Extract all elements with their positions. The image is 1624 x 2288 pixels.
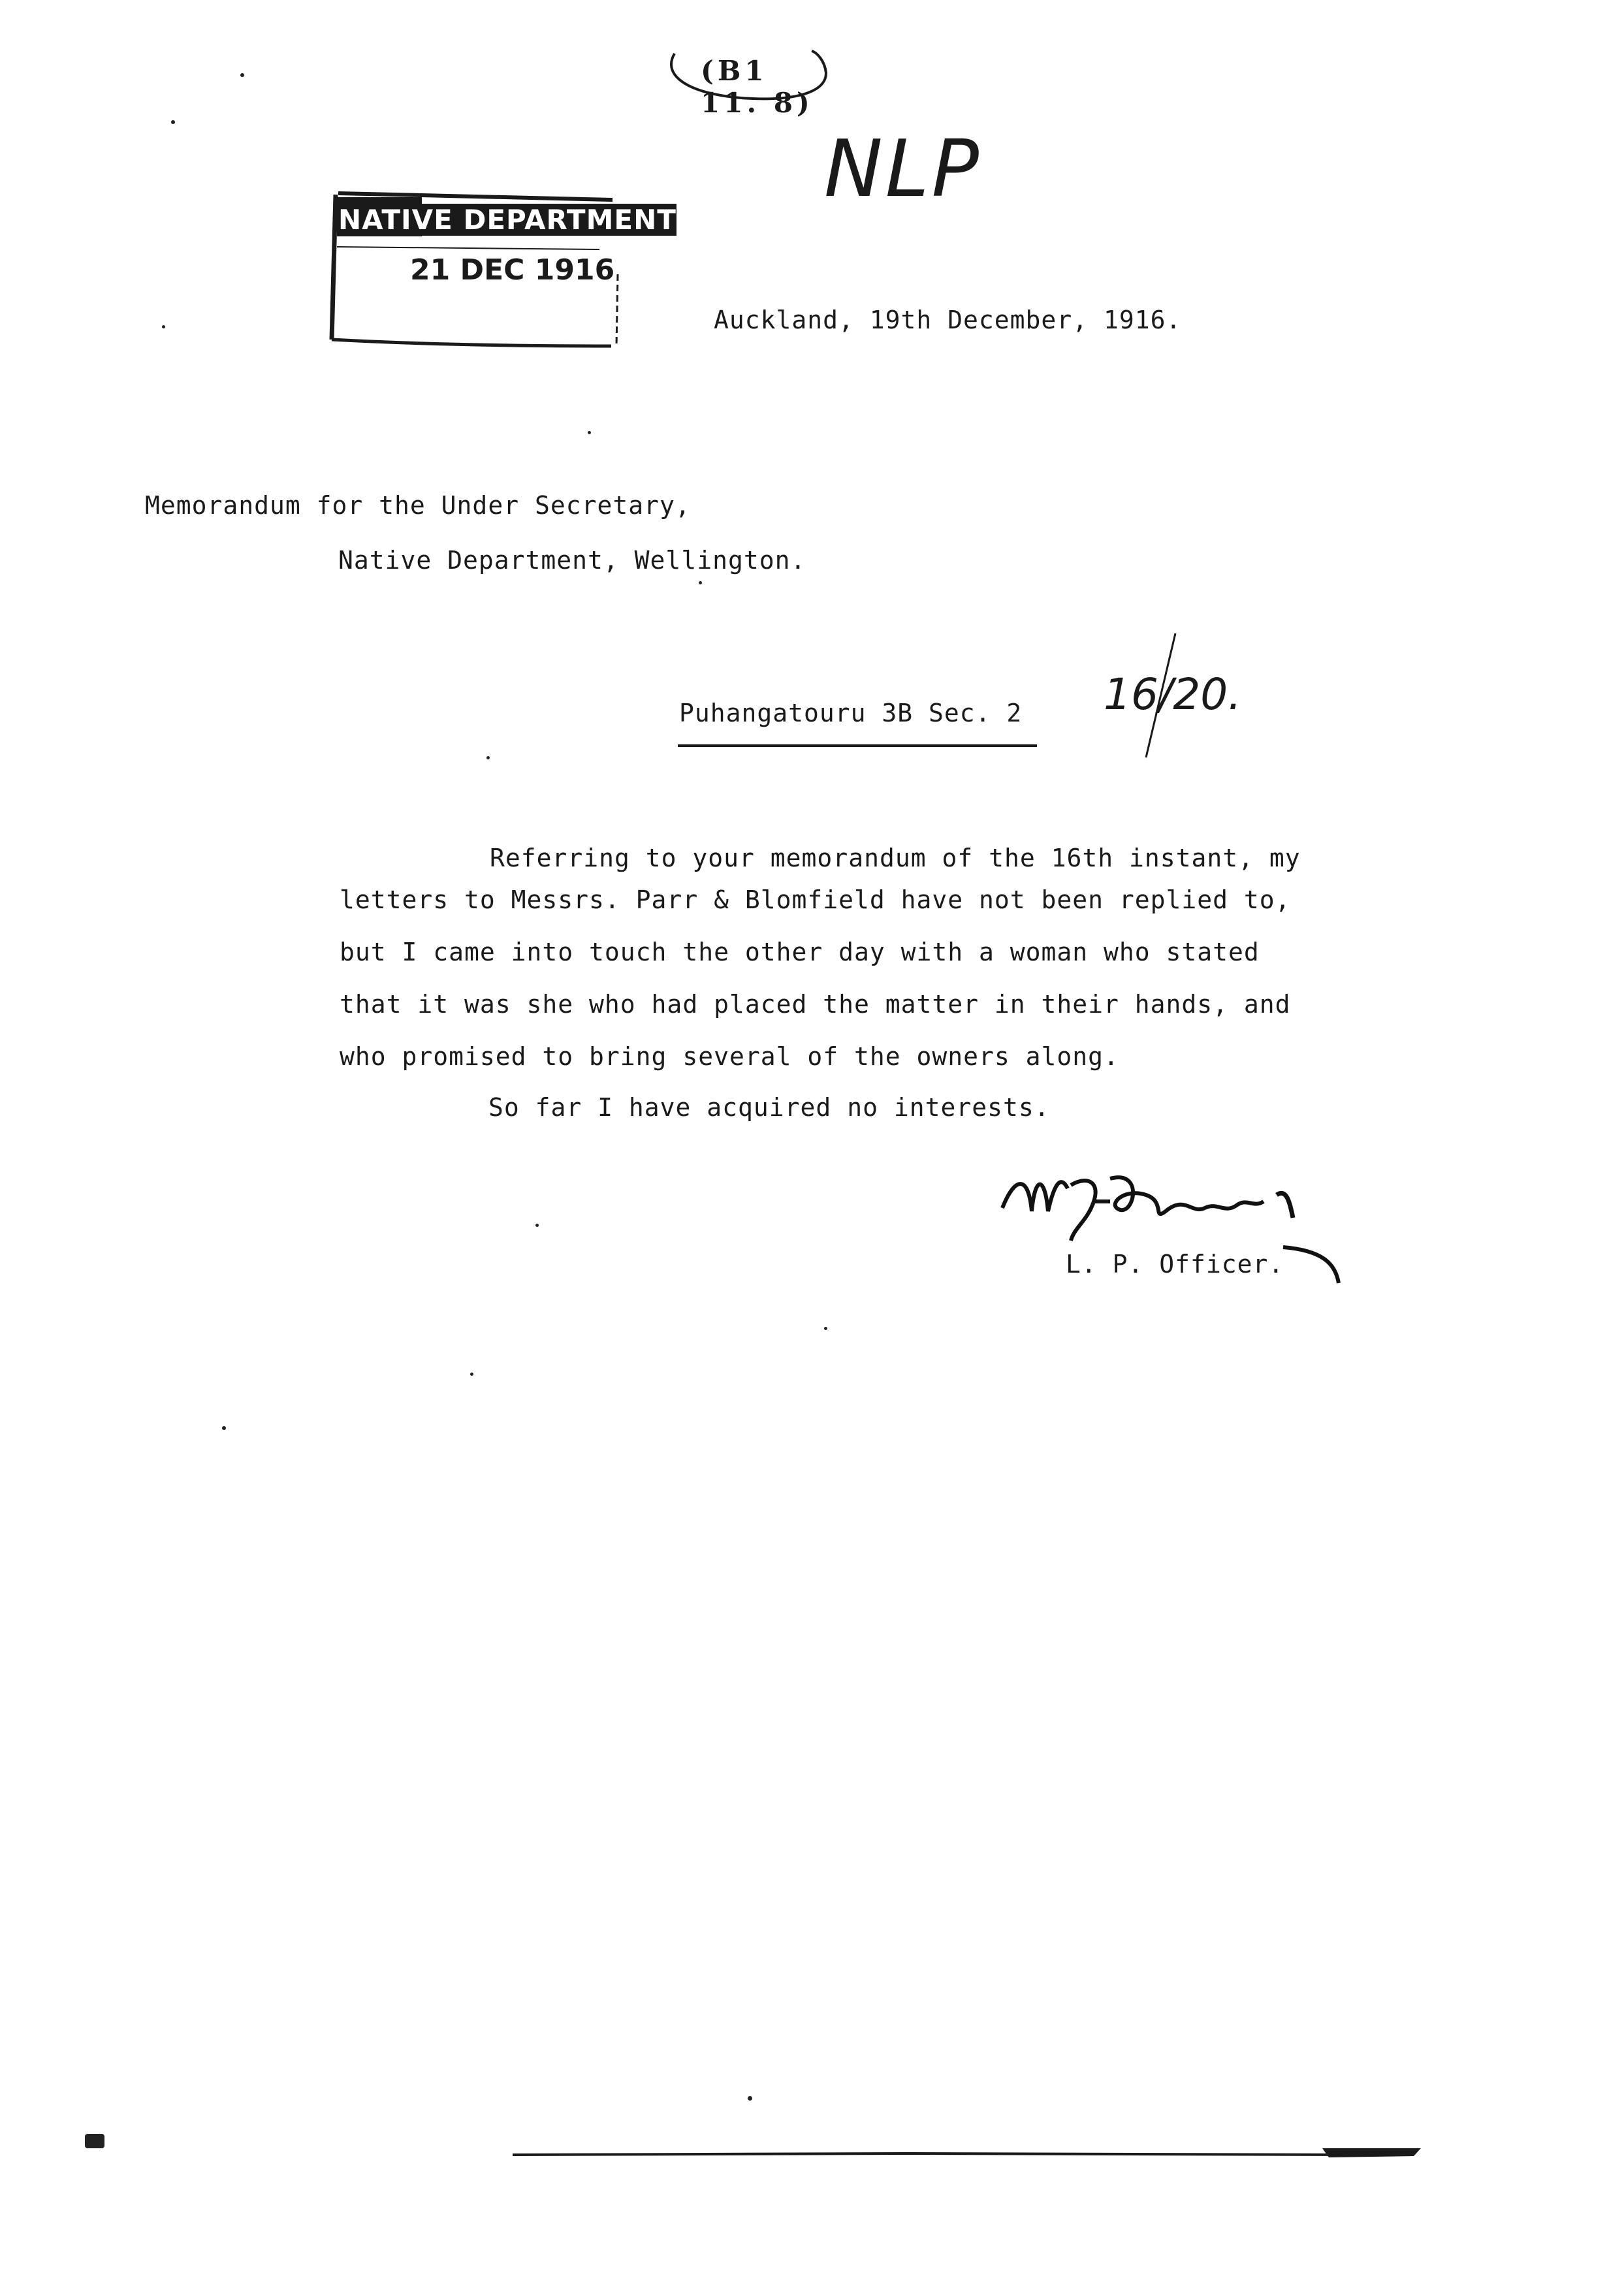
scan-speck [535, 1224, 539, 1227]
subject-line: Puhangatouru 3B Sec. 2 [679, 699, 1023, 727]
scan-edge-mark [85, 2134, 104, 2148]
body-line-3: but I came into touch the other day with a woman who stated [340, 938, 1260, 966]
scan-speck [171, 120, 175, 124]
body-line-5: who promised to bring several of the owners along. [340, 1042, 1119, 1071]
scan-speck [222, 1426, 226, 1430]
addressee-line-1: Memorandum for the Under Secretary, [145, 491, 691, 520]
body-line-6: So far I have acquired no interests. [488, 1093, 1050, 1122]
body-line-1: Referring to your memorandum of the 16th instant, my [490, 844, 1301, 872]
scan-speck [486, 756, 490, 759]
place-date: Auckland, 19th December, 1916. [714, 306, 1182, 334]
addressee-line-2: Native Department, Wellington. [338, 546, 806, 575]
scan-speck [240, 73, 244, 77]
signature-title: L. P. Officer. [1066, 1250, 1284, 1279]
bottom-scan-line [513, 2148, 1427, 2155]
body-line-2: letters to Messrs. Parr & Blomfield have not been replied to, [340, 885, 1291, 914]
file-number-note [1087, 627, 1244, 764]
reference-note-text: (B1 11. 8) [701, 55, 814, 119]
subject-underline [678, 744, 1037, 747]
scan-speck [748, 2096, 752, 2101]
scan-speck [588, 431, 591, 434]
stamp-date: 21 DEC 1916 [410, 253, 615, 287]
top-annotation: NLP [824, 124, 981, 215]
stamp-department [338, 204, 677, 236]
scan-speck [470, 1373, 473, 1376]
bottom-scan-line-shape [513, 2148, 1427, 2174]
file-number-text: 16/20. [1104, 669, 1242, 720]
stamp-department-text: NATIVE DEPARTMENT [338, 204, 677, 236]
reference-note [663, 47, 833, 119]
received-stamp [325, 189, 677, 359]
body-line-4: that it was she who had placed the matter in their hands, and [340, 990, 1291, 1019]
scan-speck [162, 325, 165, 328]
scan-speck [699, 581, 702, 584]
scan-speck [824, 1327, 827, 1330]
